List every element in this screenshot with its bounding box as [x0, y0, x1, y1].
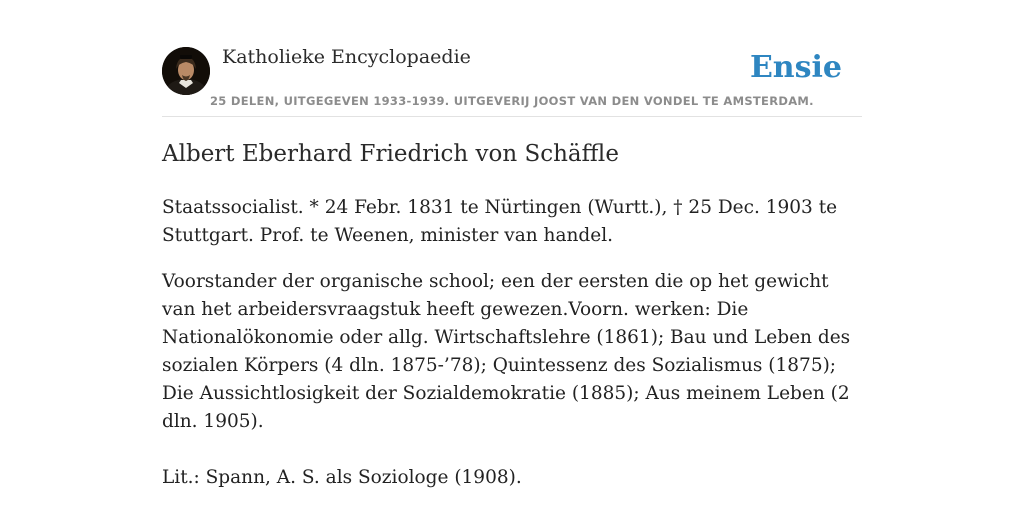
portrait-avatar-icon[interactable]: [162, 47, 210, 95]
publication-title[interactable]: Katholieke Encyclopaedie: [222, 46, 471, 68]
brand-logo[interactable]: Ensie: [749, 50, 842, 85]
entry-paragraph: Staatssocialist. * 24 Febr. 1831 te Nürtingen (Wurtt.), † 25 Dec. 1903 te Stuttgart. Prof. te Weenen, minister van handel.: [162, 197, 838, 246]
entry-paragraph: Voorstander der organische school; een der eersten die op het gewicht van het arbeidersvraagstuk heeft gewezen.Voorn. werken: Die Nationalökonomie oder allg. Wirtschaftslehre (1861); Bau und Leben des sozialen Körpers (4 dln. 1875-’78); Quintessenz des Sozialismus (1875); Die Aussichtlosigkeit der Sozialdemokratie (1885); Aus meinem Leben (2 dln. 1905).: [162, 271, 851, 432]
entry-literature: Lit.: Spann, A. S. als Soziologe (1908).: [162, 467, 522, 488]
publication-meta: 25 DELEN, UITGEGEVEN 1933-1939. UITGEVERIJ JOOST VAN DEN VONDEL TE AMSTERDAM.: [210, 94, 814, 108]
entry-title: Albert Eberhard Friedrich von Schäffle: [162, 141, 619, 167]
header: [162, 44, 862, 117]
entry-content: [162, 138, 862, 510]
